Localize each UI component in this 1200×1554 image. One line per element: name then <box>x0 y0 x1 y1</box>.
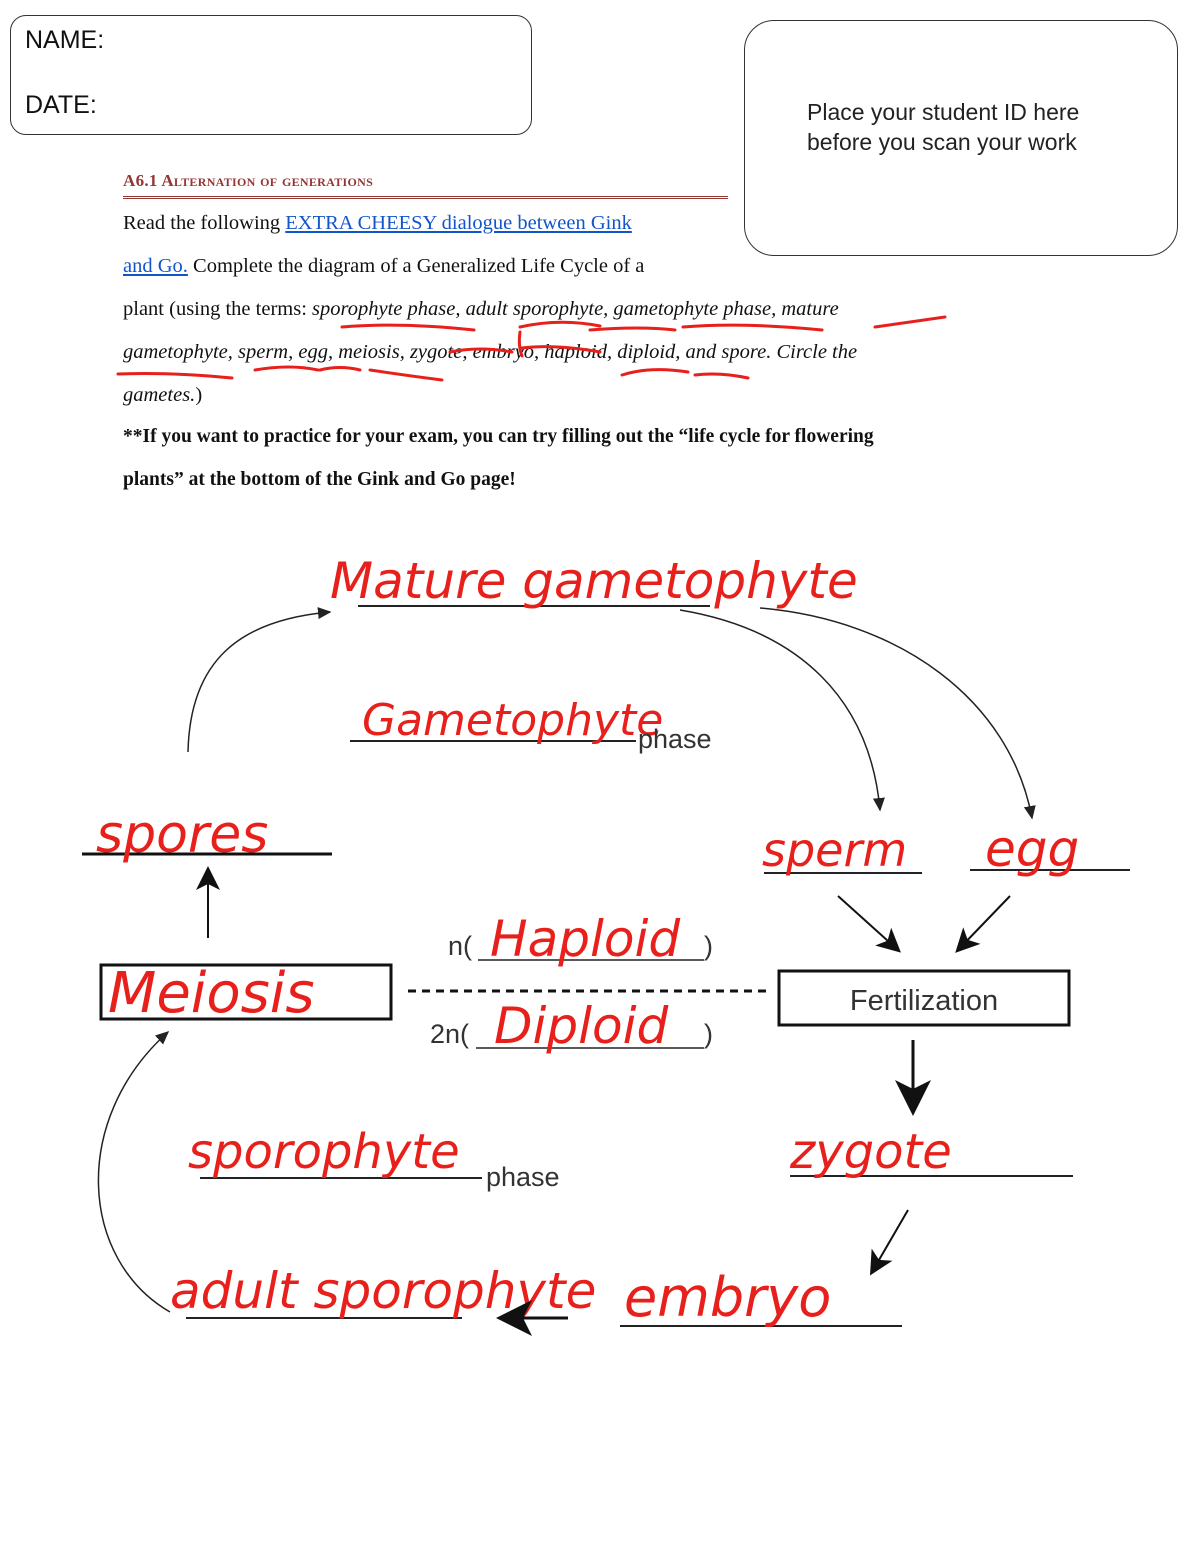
handwritten-meiosis: Meiosis <box>108 961 315 1026</box>
handwritten-haploid: Haploid <box>490 910 681 968</box>
arrow-sperm-to-fertilization <box>838 896 898 950</box>
name-label: NAME: <box>25 26 105 54</box>
instruction-text: Complete the diagram of a Generalized Life Cycle of a <box>187 255 645 277</box>
term-list: gametes. <box>123 384 196 406</box>
phase-label-bottom: phase <box>486 1162 560 1192</box>
term-underline-marks <box>118 317 945 380</box>
phase-label-top: phase <box>638 724 712 754</box>
arrow-spores-to-gametophyte <box>188 612 330 752</box>
diploid-suffix: ) <box>704 1019 713 1049</box>
arrow-to-sperm <box>680 610 880 810</box>
handwritten-sperm: sperm <box>762 823 908 877</box>
dialogue-link[interactable]: EXTRA CHEESY dialogue between Gink <box>285 212 632 234</box>
haploid-suffix: ) <box>704 931 713 961</box>
haploid-prefix: n( <box>448 931 473 961</box>
date-label: DATE: <box>25 91 97 119</box>
handwritten-zygote: zygote <box>790 1124 952 1180</box>
handwritten-spores: spores <box>96 805 269 865</box>
handwritten-sporophyte: sporophyte <box>188 1124 460 1180</box>
term-list: sporophyte phase, adult sporophyte, gametophyte phase, mature <box>312 298 839 320</box>
instruction-text: plant (using the terms: <box>123 298 313 320</box>
instruction-text: ) <box>195 384 203 406</box>
instruction-line-4: gametophyte, sperm, egg, meiosis, zygote, embryo, haploid, diploid, and spore. Circle the <box>123 341 858 363</box>
section-title: A6.1 Alternation of generations <box>123 171 374 190</box>
practice-note-line-1: **If you want to practice for your exam, you can try filling out the “life cycle for flowering <box>123 426 874 447</box>
handwritten-adult-sporophyte: adult sporophyte <box>170 1262 597 1320</box>
diploid-prefix: 2n( <box>430 1019 470 1049</box>
handwritten-mature-gametophyte: Mature gametophyte <box>330 552 858 610</box>
dialogue-link-continued[interactable]: and Go. <box>123 255 188 277</box>
instruction-text: Read the following <box>123 212 286 234</box>
student-id-note: Place your student ID here before you scan your work <box>807 99 1080 155</box>
handwritten-diploid: Diploid <box>494 997 669 1055</box>
arrow-to-egg <box>760 608 1032 818</box>
handwritten-egg: egg <box>985 820 1080 878</box>
arrow-zygote-to-embryo <box>872 1210 908 1272</box>
fertilization-label: Fertilization <box>849 985 999 1017</box>
handwritten-embryo: embryo <box>624 1266 832 1329</box>
practice-note-line-2: plants” at the bottom of the Gink and Go page! <box>123 469 516 490</box>
arrow-egg-to-fertilization <box>958 896 1010 950</box>
arrow-adult-to-meiosis <box>98 1032 170 1312</box>
handwritten-gametophyte: Gametophyte <box>362 695 664 746</box>
